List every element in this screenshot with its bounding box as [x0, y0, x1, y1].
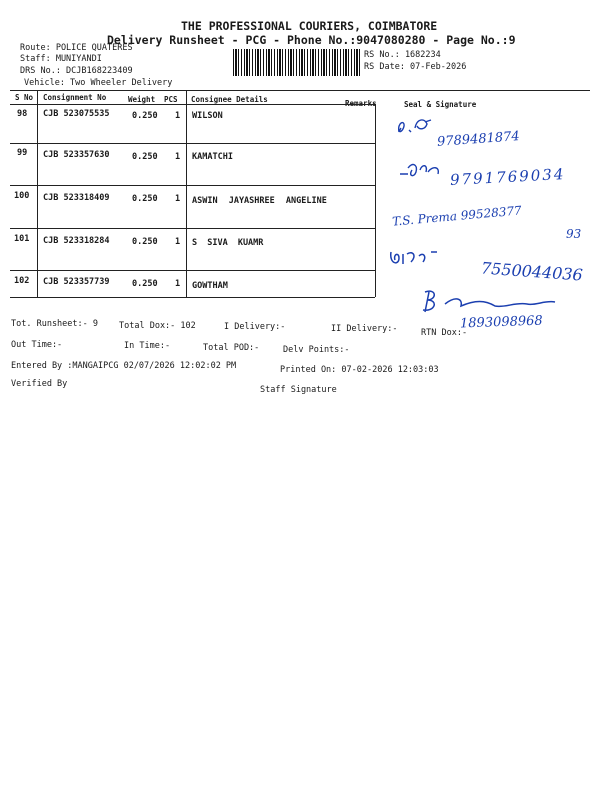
row-pcs: 1 [175, 279, 181, 289]
signature-row-98 [395, 116, 435, 142]
drs-number: DRS No.: DCJB168223409 [20, 66, 133, 76]
col-signature: Seal & Signature [404, 100, 477, 109]
table-top-border [10, 90, 590, 91]
first-delivery: I Delivery:- [224, 322, 286, 332]
row-pcs: 1 [175, 194, 181, 204]
rs-number: RS No.: 1682234 [364, 50, 441, 60]
table-bottom-border [10, 297, 375, 298]
row-divider [10, 185, 375, 186]
out-time: Out Time:- [11, 340, 63, 350]
row-pcs: 1 [175, 152, 181, 162]
row-divider [10, 270, 375, 271]
row100-extra: 93 [566, 227, 582, 241]
col-divider [375, 104, 376, 297]
row-weight: 0.250 [132, 152, 158, 162]
total-pod: Total POD:- [203, 343, 260, 353]
row-sno: 102 [14, 276, 30, 286]
header-divider [10, 104, 375, 105]
signature-row-101 [387, 246, 443, 276]
row100-signature: T.S. Prema 99528377 [391, 203, 523, 229]
row-pcs: 1 [175, 111, 181, 121]
in-time: In Time:- [124, 341, 171, 351]
total-dox: Total Dox:- 102 [119, 321, 196, 331]
route-label: Route: POLICE QUATERES [20, 43, 133, 53]
runsheet-title: Delivery Runsheet - PCG - Phone No.:9047080280 - Page No.:9 [107, 33, 516, 47]
row-pcs: 1 [175, 237, 181, 247]
col-consignment: Consignment No [43, 93, 107, 102]
row-weight: 0.250 [132, 237, 158, 247]
row-consignment: CJB 523357630 [43, 150, 110, 160]
verified-by: Verified By [11, 379, 68, 389]
row-consignee: WILSON [192, 111, 223, 121]
row-sno: 99 [17, 148, 28, 158]
row-consignment: CJB 523318284 [43, 236, 110, 246]
total-runsheet: Tot. Runsheet:- 9 [11, 319, 98, 329]
row-consignee: KAMATCHI [192, 152, 233, 162]
signature-row-99 [398, 160, 444, 188]
row-weight: 0.250 [132, 279, 158, 289]
barcode [233, 49, 361, 76]
printed-on: Printed On: 07-02-2026 12:03:03 [280, 365, 439, 375]
row-divider [10, 228, 375, 229]
row-weight: 0.250 [132, 111, 158, 121]
row-consignee: S SIVA KUAMR [192, 238, 264, 248]
vehicle-label: Vehicle: Two Wheeler Delivery [24, 78, 173, 88]
row-sno: 100 [14, 191, 30, 201]
second-delivery: II Delivery:- [331, 324, 398, 334]
staff-signature: Staff Signature [260, 385, 337, 395]
col-sno: S No [15, 93, 34, 102]
row-consignment: CJB 523318409 [43, 193, 110, 203]
delivery-points: Delv Points:- [283, 345, 350, 355]
row-sno: 98 [17, 109, 28, 119]
row98-phone: 9789481874 [436, 129, 521, 150]
entered-by: Entered By :MANGAIPCG 02/07/2026 12:02:02 PM [11, 361, 237, 371]
row99-phone: 9791769034 [449, 164, 566, 190]
staff-label: Staff: MUNIYANDI [20, 54, 102, 64]
col-weight: Weight [128, 95, 156, 104]
col-consignee: Consignee Details [191, 95, 268, 104]
rs-date: RS Date: 07-Feb-2026 [364, 62, 467, 72]
row101-phone: 7550044036 [480, 258, 584, 285]
row102-phone: 1893098968 [459, 313, 543, 332]
row-sno: 101 [14, 234, 30, 244]
row-consignee: ASWIN JAYASHREE ANGELINE [192, 196, 327, 206]
company-name: THE PROFESSIONAL COURIERS, COIMBATORE [181, 19, 438, 33]
row-consignment: CJB 523357739 [43, 277, 110, 287]
row-weight: 0.250 [132, 194, 158, 204]
col-pcs: PCS [164, 95, 178, 104]
row-consignee: GOWTHAM [192, 281, 228, 291]
row-divider [10, 143, 375, 144]
rtn-dox: RTN Dox:- [421, 328, 468, 338]
col-divider [186, 90, 187, 297]
col-divider [37, 90, 38, 297]
row-consignment: CJB 523075535 [43, 109, 110, 119]
